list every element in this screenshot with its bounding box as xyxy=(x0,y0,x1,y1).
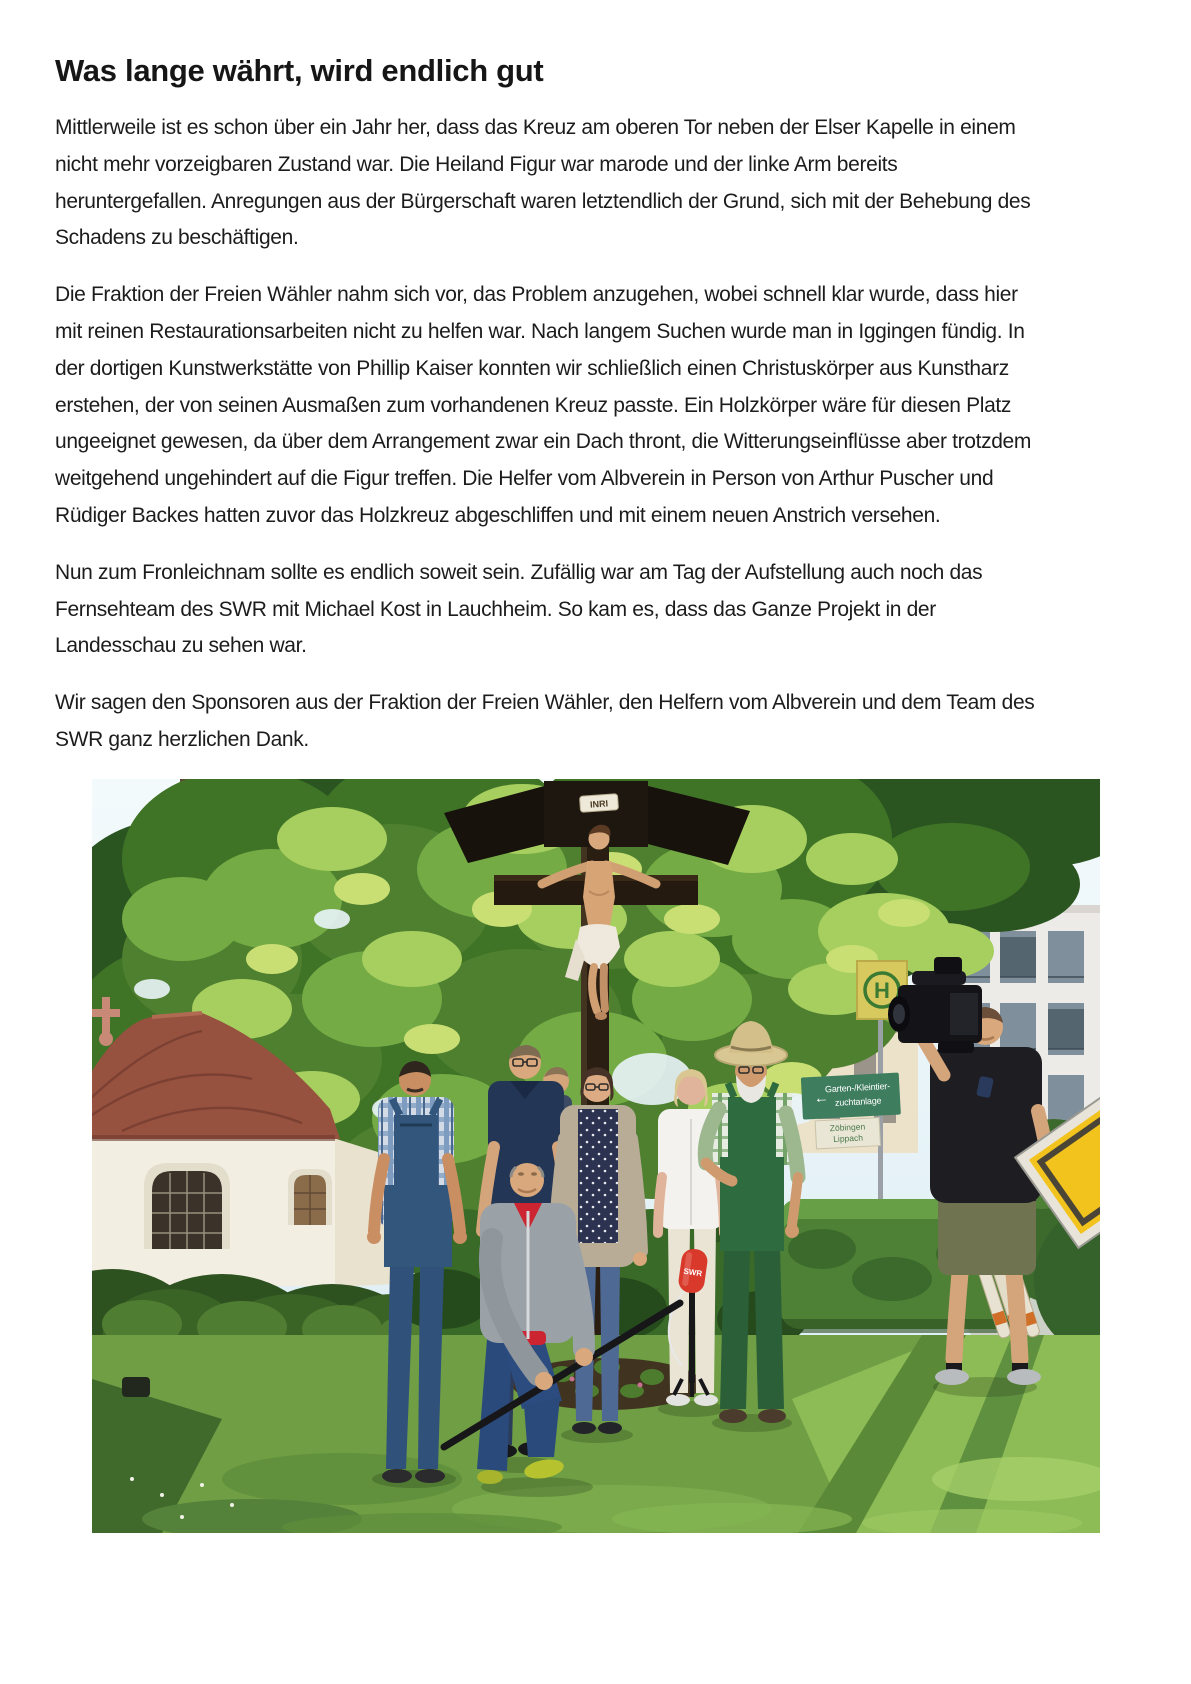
village-line1: Zöbingen xyxy=(829,1121,866,1133)
paragraph-1: Mittlerweile ist es schon über ein Jahr her, dass das Kreuz am oberen Tor neben der Elser Kapelle in einem nicht mehr vorzeigbaren Zustand war. Die Heiland Figur war marode und der linke Arm bereits heruntergefallen. Anregungen aus der Bürgerschaft waren letztendlich der Grund, sich mit der Behebung des Schadens zu beschäftigen. xyxy=(55,116,1031,250)
article-photo xyxy=(92,779,1100,1533)
inri-text: INRI xyxy=(589,798,609,810)
mic-label: SWR xyxy=(682,1266,703,1278)
direction-line1: Garten-/Kleintier- xyxy=(824,1080,891,1095)
paragraph-2: Die Fraktion der Freien Wähler nahm sich vor, das Problem anzugehen, wobei schnell klar wurde, dass hier mit reinen Restaurationsarbeiten nicht zu helfen war. Nach langem Suchen wurde man in Iggingen fündig. In der dortigen Kunstwerkstätte von Phillip Kaiser konnten wir schließlich einen Christuskörper aus Kunstharz erstehen, der von seinen Ausmaßen zum vorhandenen Kreuz passte. Ein Holzkörper wäre für diesen Platz ungeeignet gewesen, da über dem Arrangement zwar ein Dach thront, die Witterungseinflüsse aber trotzdem weitgehend ungehindert auf die Figur treffen. Die Helfer vom Albverein in Person von Arthur Puscher und Rüdiger Backes hatten zuvor das Holzkreuz abgeschliffen und mit einem neuen Anstrich versehen. xyxy=(55,283,1032,527)
inri-banner xyxy=(579,793,618,812)
direction-line2: zuchtanlage xyxy=(834,1095,882,1108)
group-photo-scene xyxy=(92,779,1100,1533)
paragraph-4: Wir sagen den Sponsoren aus der Fraktion der Freien Wähler, den Helfern vom Albverein und dem Team des SWR ganz herzlichen Dank. xyxy=(55,691,1035,751)
arrow-left-icon: ← xyxy=(813,1088,830,1107)
article-title: Was lange währt, wird endlich gut xyxy=(55,53,544,88)
paragraph-3: Nun zum Fronleichnam sollte es endlich soweit sein. Zufällig war am Tag der Aufstellung auch noch das Fernsehteam des SWR mit Michael Kost in Lauchheim. So kam es, dass das Ganze Projekt in der Landesschau zu sehen war. xyxy=(55,560,983,658)
bus-stop-h: H xyxy=(874,977,890,1003)
village-line2: Lippach xyxy=(832,1132,864,1144)
